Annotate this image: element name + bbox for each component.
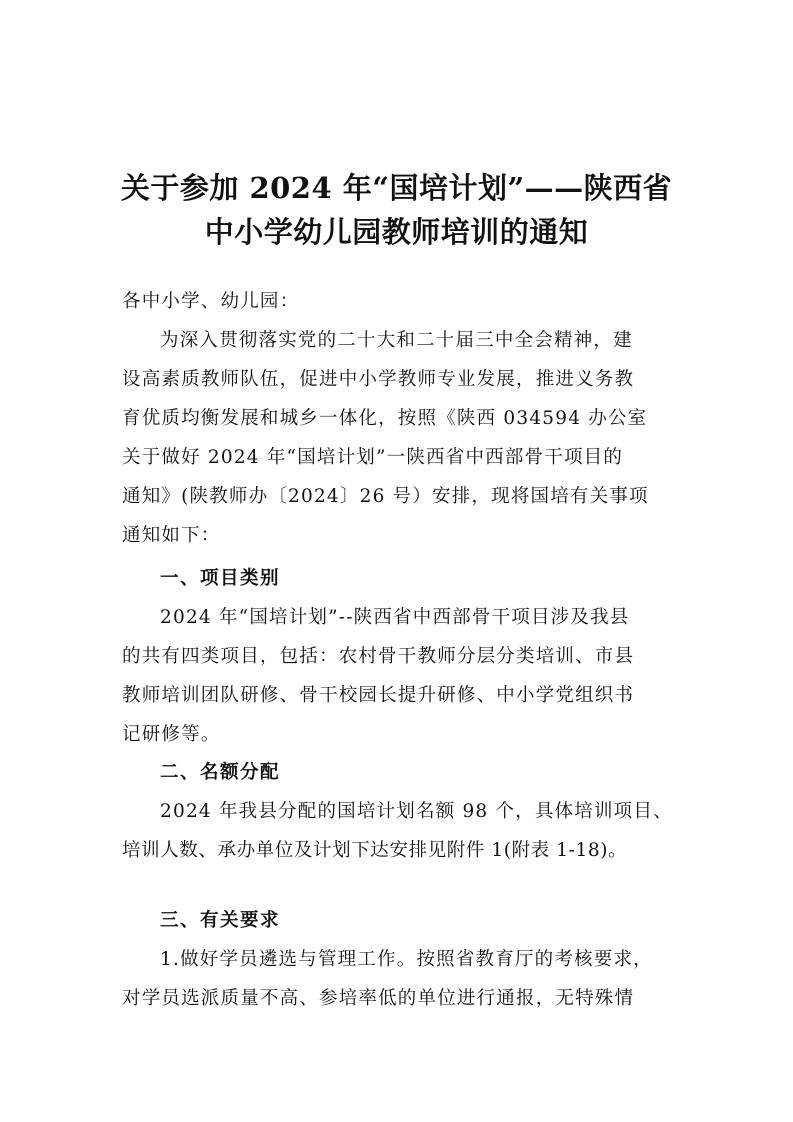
section-heading-quota: 二、名额分配	[160, 762, 281, 783]
intro-line: 通知如下：	[122, 525, 221, 546]
document-title-line-1: 关于参加 2024 年“国培计划”——陕西省	[120, 171, 673, 205]
intro-line: 设高素质教师队伍，促进中小学教师专业发展，推进义务教	[122, 369, 635, 390]
section3-line: 1.做好学员遴选与管理工作。按照省教育厅的考核要求，	[160, 949, 653, 970]
section-heading-project-category: 一、项目类别	[160, 568, 281, 589]
salutation: 各中小学、幼儿园：	[122, 291, 300, 312]
intro-line: 通知》(陕教师办〔2024〕26 号）安排，现将国培有关事项	[122, 486, 649, 507]
intro-line: 关于做好 2024 年“国培计划”一陕西省中西部骨干项目的	[122, 447, 624, 468]
section3-line: 对学员选派质量不高、参培率低的单位进行通报，无特殊情	[122, 988, 635, 1009]
intro-line: 育优质均衡发展和城乡一体化，按照《陕西 034594 办公室	[122, 408, 648, 429]
section1-line: 的共有四类项目，包括：农村骨干教师分层分类培训、市县	[122, 646, 635, 667]
section1-line: 记研修等。	[122, 724, 221, 745]
section2-line: 2024 年我县分配的国培计划名额 98 个，具体培训项目、	[160, 801, 673, 822]
section1-line: 教师培训团队研修、骨干校园长提升研修、中小学党组织书	[122, 685, 635, 706]
intro-line: 为深入贯彻落实党的二十大和二十届三中全会精神，建	[160, 330, 633, 351]
section2-line: 培训人数、承办单位及计划下达安排见附件 1(附表 1-18)。	[122, 840, 628, 861]
document-title-line-2: 中小学幼儿园教师培训的通知	[204, 215, 589, 249]
section-heading-requirements: 三、有关要求	[160, 910, 281, 931]
section1-line: 2024 年“国培计划”--陕西省中西部骨干项目涉及我县	[160, 607, 630, 628]
